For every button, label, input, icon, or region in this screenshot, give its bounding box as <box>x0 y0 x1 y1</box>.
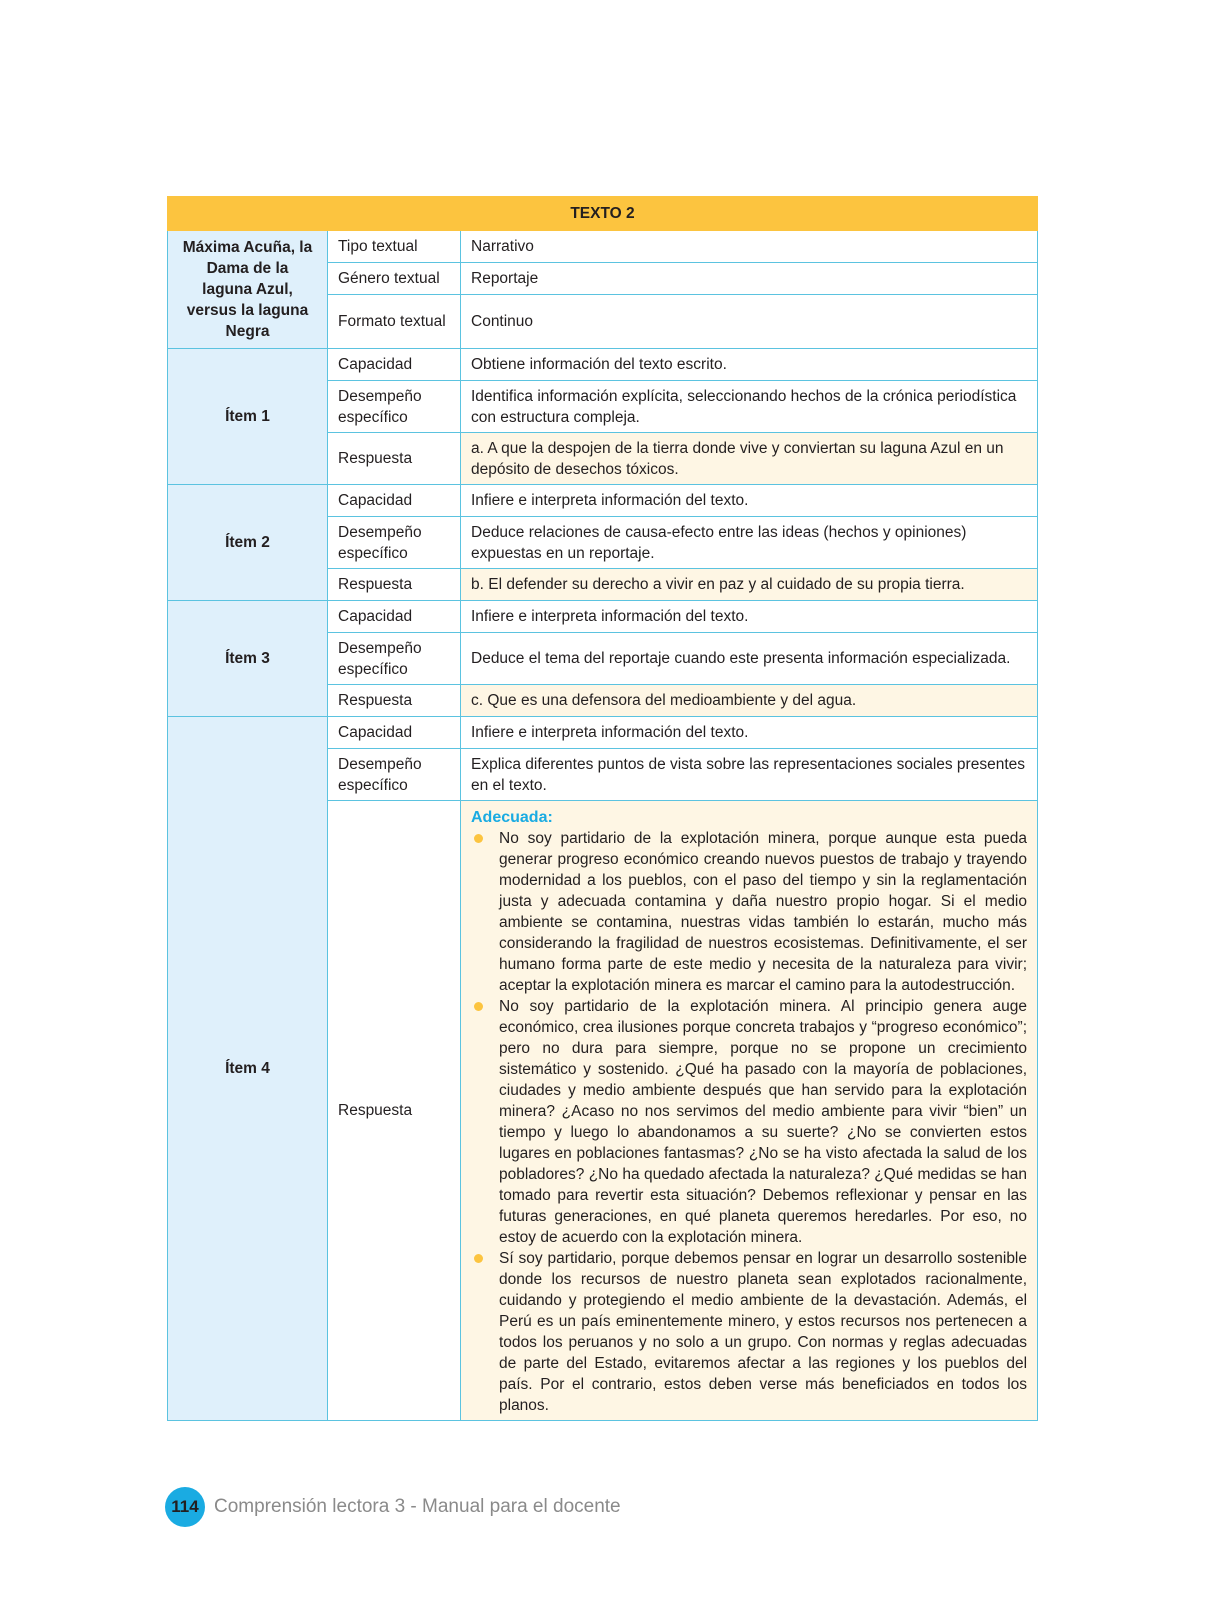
footer-title: Comprensión lectora 3 - Manual para el docente <box>214 1496 621 1517</box>
item-name: Ítem 3 <box>168 601 328 717</box>
answer-text: Sí soy partidario, porque debemos pensar en lograr un desarrollo sostenible donde los recursos de nuestro planeta sean explotados racionalmente, cuidando y protegiendo el medio ambiente de la devastación. Además, el Perú es un país eminentemente minero, y estos recursos nos pertenecen a todos los peruanos y no solo a un grupo. Con normas y reglas adecuadas de parte del Estado, evitaremos afectar a las regiones y los pueblos del país. Por el contrario, estos deben verse más beneficiados en todos los planos. <box>499 1250 1028 1414</box>
row-value: Identifica información explícita, seleccionando hechos de la crónica periodística con estructura compleja. <box>461 381 1038 433</box>
answer-block <box>461 801 1038 1421</box>
evaluation-table <box>167 196 1038 1421</box>
row-label: Capacidad <box>328 485 461 517</box>
answer-value: b. El defender su derecho a vivir en paz y al cuidado de su propia tierra. <box>461 569 1038 601</box>
row-label: Capacidad <box>328 717 461 749</box>
row-value: Infiere e interpreta información del texto. <box>461 717 1038 749</box>
answer-text: No soy partidario de la explotación minera, porque aunque esta pueda generar progreso económico creando nuevos puestos de trabajo y trayendo modernidad a los pueblos, con el paso del tiempo y sin la reglamentación justa y adecuada contamina y daña nuestro propio hogar. Si el medio ambiente se contamina, nuestras vidas también lo estarán, mucho más considerando la fragilidad de nuestros ecosistemas. Definitivamente, el ser humano forma parte de este medio y necesita de la naturaleza para vivir; aceptar la explotación minera es marcar el camino para la autodestrucción. <box>499 830 1028 994</box>
row-label: Respuesta <box>328 433 461 485</box>
page-number: 114 <box>165 1487 205 1527</box>
table-row <box>168 231 1038 263</box>
row-value: Reportaje <box>461 263 1038 295</box>
row-value: Narrativo <box>461 231 1038 263</box>
item-name: Ítem 2 <box>168 485 328 601</box>
answer-list <box>471 828 1027 1416</box>
adecuada-heading: Adecuada: <box>471 809 553 826</box>
table-header-row <box>168 197 1038 231</box>
row-value: Infiere e interpreta información del texto. <box>461 601 1038 633</box>
row-label: Respuesta <box>328 801 461 1421</box>
bullet-icon <box>474 834 483 843</box>
item-name: Ítem 4 <box>168 717 328 1421</box>
row-value: Infiere e interpreta información del texto. <box>461 485 1038 517</box>
table-header: TEXTO 2 <box>168 197 1038 231</box>
row-label: Desempeño específico <box>328 517 461 569</box>
item-name: Ítem 1 <box>168 349 328 485</box>
row-label: Desempeño específico <box>328 633 461 685</box>
row-label: Capacidad <box>328 349 461 381</box>
row-value: Obtiene información del texto escrito. <box>461 349 1038 381</box>
row-label: Tipo textual <box>328 231 461 263</box>
row-value: Deduce relaciones de causa-efecto entre las ideas (hechos y opiniones) expuestas en un reportaje. <box>461 517 1038 569</box>
bullet-icon <box>474 1002 483 1011</box>
table-row <box>168 485 1038 517</box>
answer-value: c. Que es una defensora del medioambiente y del agua. <box>461 685 1038 717</box>
row-label: Capacidad <box>328 601 461 633</box>
row-label: Formato textual <box>328 295 461 349</box>
list-item <box>471 996 1027 1248</box>
row-label: Género textual <box>328 263 461 295</box>
row-value: Continuo <box>461 295 1038 349</box>
row-label: Desempeño específico <box>328 381 461 433</box>
row-label: Respuesta <box>328 569 461 601</box>
table-row <box>168 601 1038 633</box>
page-footer <box>165 1487 621 1527</box>
list-item <box>471 828 1027 996</box>
row-label: Desempeño específico <box>328 749 461 801</box>
answer-text: No soy partidario de la explotación minera. Al principio genera auge económico, crea ilusiones porque concreta trabajos y “progreso económico”; pero no dura para siempre, porque no se propone un crecimiento sistemático y sostenido. ¿Qué ha pasado con la mayoría de poblaciones, ciudades y medio ambiente después que han servido para la explotación minera? ¿Acaso no nos servimos del medio ambiente para vivir “bien” un tiempo y luego lo abandonamos a su suerte? ¿No se convierten estos lugares en poblaciones fantasmas? ¿No se ha visto afectada la salud de los pobladores? ¿No ha quedado afectada la naturaleza? ¿Qué medidas se han tomado para revertir esta situación? Debemos reflexionar y pensar en las futuras generaciones, en qué planeta queremos heredarles. Por eso, no estoy de acuerdo con la explotación minera. <box>499 998 1028 1246</box>
answer-value: a. A que la despojen de la tierra donde vive y conviertan su laguna Azul en un depósito de desechos tóxicos. <box>461 433 1038 485</box>
row-value: Deduce el tema del reportaje cuando este presenta información especializada. <box>461 633 1038 685</box>
table-row <box>168 349 1038 381</box>
bullet-icon <box>474 1254 483 1263</box>
row-label: Respuesta <box>328 685 461 717</box>
list-item <box>471 1248 1027 1416</box>
text-title: Máxima Acuña, la Dama de la laguna Azul, versus la laguna Negra <box>168 231 328 349</box>
table-row <box>168 717 1038 749</box>
row-value: Explica diferentes puntos de vista sobre las representaciones sociales presentes en el texto. <box>461 749 1038 801</box>
